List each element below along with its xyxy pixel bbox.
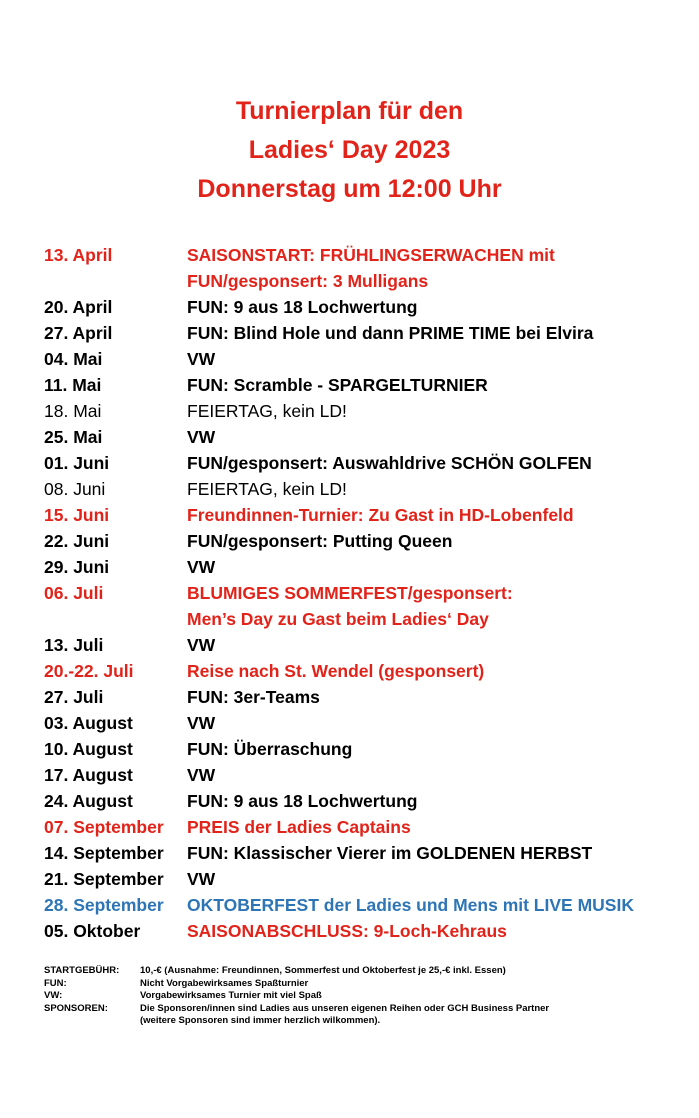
schedule-event-line: VW: [187, 635, 216, 655]
page-title-line-2: Ladies‘ Day 2023: [248, 136, 451, 164]
schedule-event: [187, 242, 684, 294]
schedule-date: 10. August: [44, 739, 133, 759]
schedule-date: 27. April: [44, 323, 113, 343]
schedule-date: 13. April: [44, 245, 113, 265]
schedule-event-line: FUN/gesponsert: Auswahldrive SCHÖN GOLFEN: [187, 453, 592, 473]
legend-row: [44, 978, 549, 991]
schedule-row: [44, 424, 684, 450]
schedule-event-line: Men’s Day zu Gast beim Ladies‘ Day: [187, 609, 489, 629]
schedule-row: [44, 294, 684, 320]
schedule-row: [44, 866, 684, 892]
schedule-date: 15. Juni: [44, 505, 110, 525]
schedule-row: [44, 320, 684, 346]
schedule-row: [44, 528, 684, 554]
schedule-event-line: FUN/gesponsert: Putting Queen: [187, 531, 453, 551]
legend-row: [44, 1015, 549, 1028]
schedule-event: [187, 398, 684, 424]
schedule-date: 25. Mai: [44, 427, 103, 447]
schedule-date: 13. Juli: [44, 635, 104, 655]
schedule-date: 27. Juli: [44, 687, 104, 707]
schedule-date: 11. Mai: [44, 375, 102, 395]
schedule-row: [44, 788, 684, 814]
schedule-event: [187, 502, 684, 528]
schedule-event-line: SAISONABSCHLUSS: 9-Loch-Kehraus: [187, 921, 507, 941]
schedule-event: [187, 762, 684, 788]
schedule-date: 17. August: [44, 765, 133, 785]
schedule-row: [44, 372, 684, 398]
legend-key: FUN:: [44, 977, 67, 989]
schedule-event-line: FEIERTAG, kein LD!: [187, 479, 347, 499]
page-title-line-3: Donnerstag um 12:00 Uhr: [197, 175, 502, 203]
schedule-event-line: VW: [187, 765, 216, 785]
schedule-date: 06. Juli: [44, 583, 104, 603]
schedule-event: [187, 684, 684, 710]
schedule-row: [44, 736, 684, 762]
schedule-event-line: PREIS der Ladies Captains: [187, 817, 411, 837]
schedule-event: [187, 788, 684, 814]
schedule-event-line: Freundinnen-Turnier: Zu Gast in HD-Lobenfeld: [187, 505, 574, 525]
schedule-event-line: SAISONSTART: FRÜHLINGSERWACHEN mit: [187, 245, 555, 265]
schedule-row: [44, 840, 684, 866]
schedule-date: 07. September: [44, 817, 164, 837]
schedule-event-line: VW: [187, 349, 216, 369]
legend-key: STARTGEBÜHR:: [44, 965, 120, 976]
schedule-date: 24. August: [44, 791, 133, 811]
schedule-event: [187, 476, 684, 502]
legend-value: (weitere Sponsoren sind immer herzlich wilkommen).: [140, 1015, 381, 1026]
schedule-date: 05. Oktober: [44, 921, 141, 941]
schedule-date: 14. September: [44, 843, 164, 863]
schedule-row: [44, 762, 684, 788]
schedule-date: 20.-22. Juli: [44, 661, 134, 681]
legend-row: [44, 1003, 549, 1016]
schedule-event-line: VW: [187, 713, 216, 733]
schedule-row: [44, 502, 684, 528]
schedule-event: [187, 658, 684, 684]
schedule-event-line: BLUMIGES SOMMERFEST/gesponsert:: [187, 583, 513, 603]
schedule-event-line: VW: [187, 427, 216, 447]
schedule-event: [187, 892, 684, 918]
schedule-row: [44, 580, 684, 632]
schedule-event-line: FUN: 9 aus 18 Lochwertung: [187, 297, 418, 317]
schedule-date: 22. Juni: [44, 531, 110, 551]
schedule-row: [44, 398, 684, 424]
schedule-event-line: FEIERTAG, kein LD!: [187, 401, 347, 421]
schedule-row: [44, 658, 684, 684]
schedule-date: 21. September: [44, 869, 164, 889]
schedule-date: 04. Mai: [44, 349, 103, 369]
legend-key: SPONSOREN:: [44, 1002, 108, 1014]
schedule-event-line: VW: [187, 557, 216, 577]
legend-value: 10,-€ (Ausnahme: Freundinnen, Sommerfest und Oktoberfest je 25,-€ inkl. Essen): [140, 965, 506, 976]
schedule-event-line: VW: [187, 869, 216, 889]
schedule-date: 08. Juni: [44, 479, 106, 499]
schedule-event: [187, 372, 684, 398]
schedule-row: [44, 892, 684, 918]
schedule-row: [44, 710, 684, 736]
schedule-event: [187, 346, 684, 372]
schedule-event: [187, 918, 684, 944]
schedule-event: [187, 554, 684, 580]
schedule-date: 03. August: [44, 713, 133, 733]
schedule-event: [187, 320, 684, 346]
legend-value: Nicht Vorgabewirksames Spaßturnier: [140, 977, 309, 989]
schedule-row: [44, 918, 684, 944]
legend-row: [44, 990, 549, 1003]
page-title-line-1: Turnierplan für den: [235, 97, 464, 125]
schedule-row: [44, 684, 684, 710]
legend-row: [44, 965, 549, 978]
schedule-event: [187, 710, 684, 736]
schedule-row: [44, 242, 684, 294]
schedule-row: [44, 554, 684, 580]
schedule-event: [187, 424, 684, 450]
schedule-event-line: Reise nach St. Wendel (gesponsert): [187, 661, 485, 681]
schedule-event-line: FUN/gesponsert: 3 Mulligans: [187, 271, 429, 291]
schedule-list: [44, 242, 684, 944]
legend-key: [44, 1015, 140, 1028]
schedule-event: [187, 528, 684, 554]
legend-key: VW:: [44, 990, 63, 1001]
schedule-date: 18. Mai: [44, 401, 102, 421]
schedule-event: [187, 866, 684, 892]
schedule-row: [44, 450, 684, 476]
schedule-event: [187, 580, 684, 632]
schedule-event: [187, 814, 684, 840]
legend: [44, 965, 549, 1028]
schedule-event-line: FUN: Scramble - SPARGELTURNIER: [187, 375, 488, 395]
legend-value: Die Sponsoren/innen sind Ladies aus unseren eigenen Reihen oder GCH Business Partner: [140, 1002, 550, 1014]
schedule-event: [187, 840, 684, 866]
schedule-event: [187, 294, 684, 320]
schedule-event: [187, 632, 684, 658]
schedule-row: [44, 814, 684, 840]
schedule-date: 28. September: [44, 895, 164, 915]
schedule-event-line: FUN: Klassischer Vierer im GOLDENEN HERBST: [187, 843, 593, 863]
schedule-event: [187, 736, 684, 762]
legend-value: Vorgabewirksames Turnier mit viel Spaß: [140, 990, 322, 1001]
schedule-date: 20. April: [44, 297, 113, 317]
schedule-event-line: FUN: 3er-Teams: [187, 687, 320, 707]
schedule-date: 29. Juni: [44, 557, 110, 577]
schedule-event-line: FUN: Überraschung: [187, 739, 353, 759]
schedule-event: [187, 450, 684, 476]
schedule-date: 01. Juni: [44, 453, 110, 473]
schedule-event-line: FUN: 9 aus 18 Lochwertung: [187, 791, 418, 811]
schedule-event-line: FUN: Blind Hole und dann PRIME TIME bei Elvira: [187, 323, 594, 343]
schedule-row: [44, 632, 684, 658]
schedule-event-line: OKTOBERFEST der Ladies und Mens mit LIVE MUSIK: [187, 895, 634, 915]
schedule-row: [44, 476, 684, 502]
schedule-row: [44, 346, 684, 372]
